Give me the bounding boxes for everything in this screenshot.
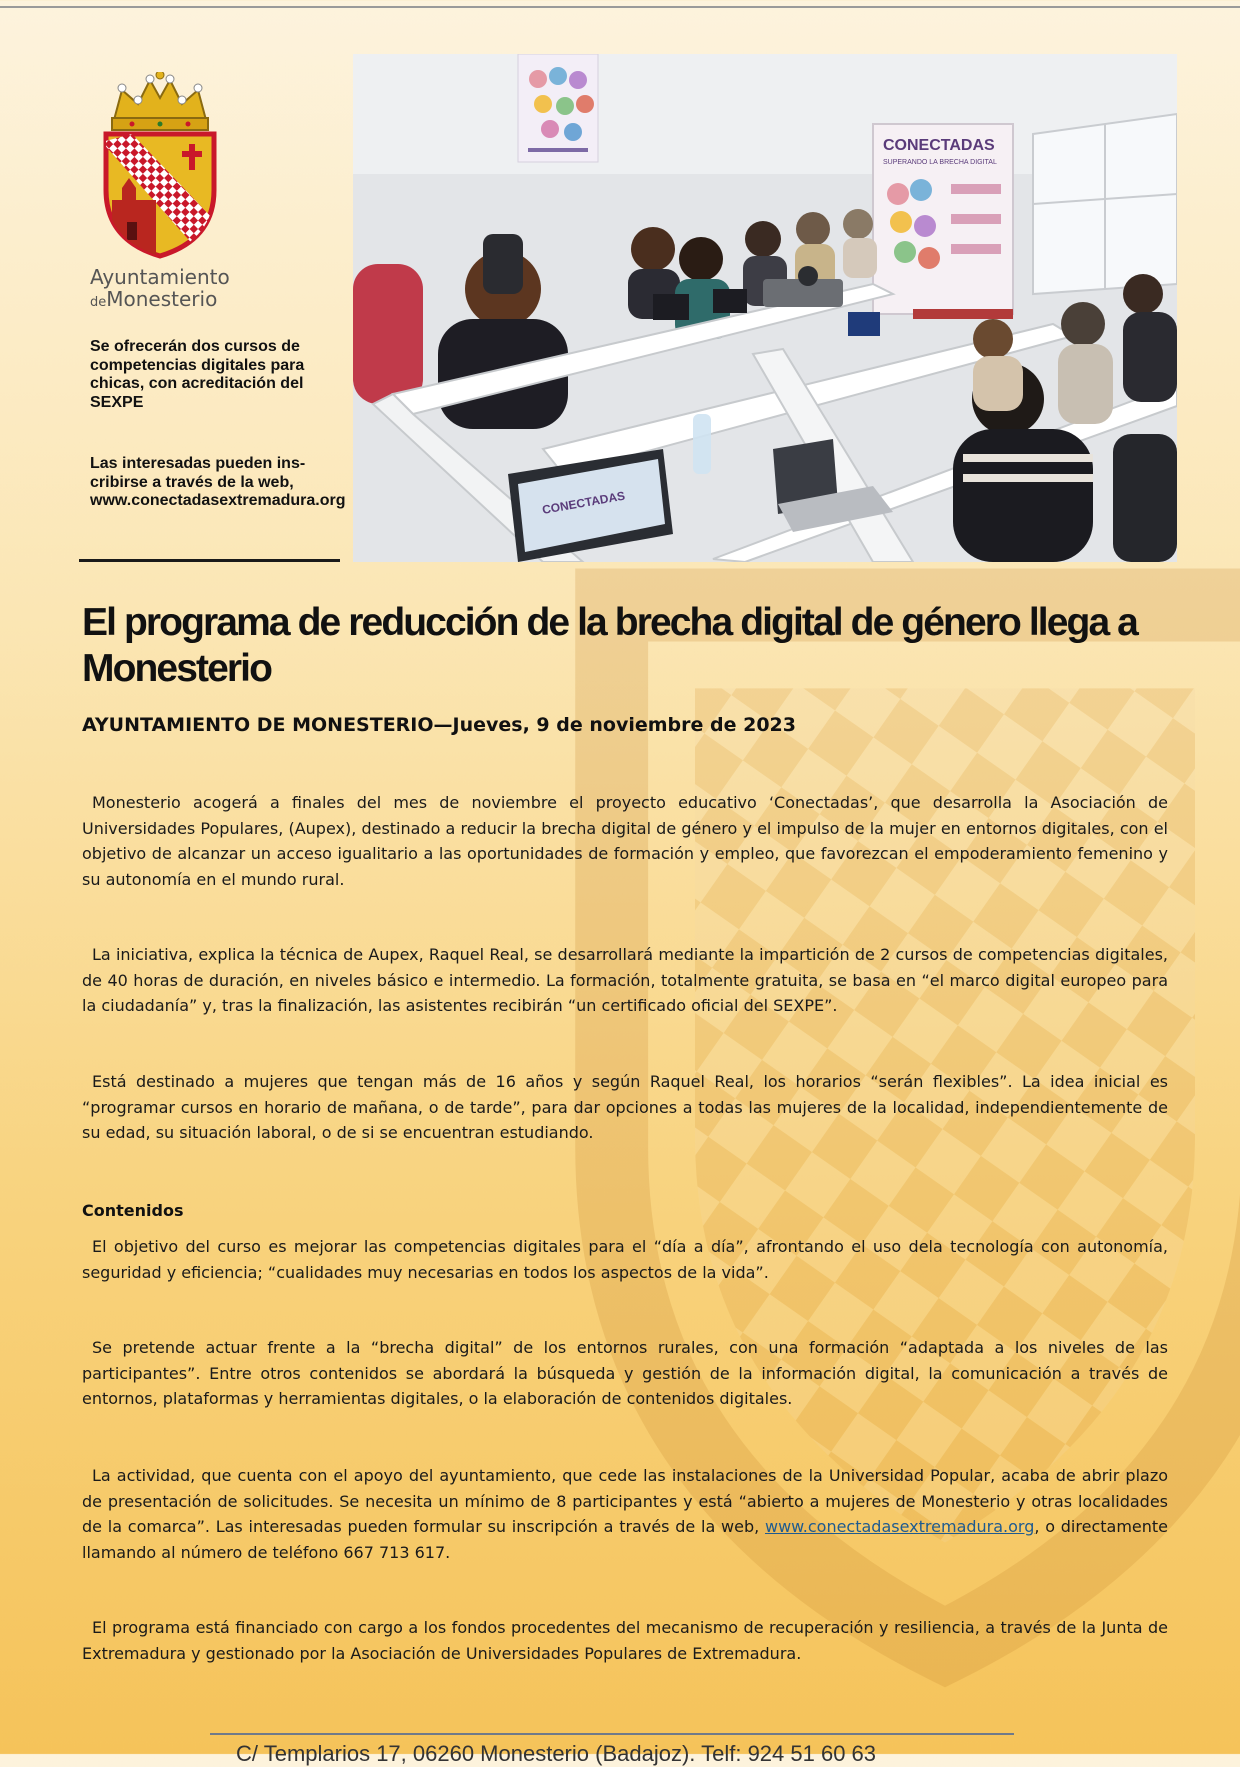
sidebar-note-registration: Las interesadas pueden ins-cribirse a través de la web, www.conectadasextremadura.org [90, 455, 346, 509]
logo-wordmark [90, 266, 235, 314]
paragraph-initiative: La iniciativa, explica la técnica de Aupex, Raquel Real, se desarrollará mediante la impartición de 2 cursos de competencias digitales, de 40 horas de duración, en niveles básico e intermedio. La formación, totalmente gratuita, se basa en “el marco digital europeo para la ciudadanía” y, tras la finalización, las asistentes recibirán “un certificado oficial del SEXPE”. [82, 945, 1168, 1015]
registration-phone-text: , o directamente llamando al número de teléfono 667 713 617. [82, 1517, 1169, 1562]
paragraph-objective: El objetivo del curso es mejorar las competencias digitales para el “día a día”, afrontando el uso dela tecnología con autonomía, seguridad y eficiencia; “cualidades muy necesarias en todos los aspectos de la vida”. [82, 1237, 1168, 1282]
paragraph-audience: Está destinado a mujeres que tengan más de 16 años y según Raquel Real, los horarios “serán flexibles”. La idea inicial es “programar cursos en horario de mañana, o de tarde”, para dar opciones a todas las mujeres de la localidad, independientemente de su edad, su situación laboral, o de si se encuentran estudiando. [82, 1072, 1168, 1142]
municipal-logo [85, 72, 235, 314]
top-border-line [0, 6, 1240, 8]
footer-address: C/ Templarios 17, 06260 Monesterio (Badajoz). Telf: 924 51 60 63 [236, 1741, 877, 1766]
logo-monesterio: Monesterio [106, 287, 218, 311]
coat-of-arms-icon [92, 72, 228, 262]
classroom-photo [353, 54, 1177, 562]
registration-text: La actividad, que cuenta con el apoyo del ayuntamiento, que cede las instalaciones de la Universidad Popular, acaba de abrir plazo de presentación de solicitudes. Se necesita un mínimo de 8 participantes y está “abierto a mujeres de Monesterio y otras localidades de la comarca”. Las interesadas pueden formular su inscripción a través de la web, [82, 1466, 1168, 1536]
paragraph-registration [82, 1463, 1168, 1565]
banner-subtitle: SUPERANDO LA BRECHA DIGITAL [883, 159, 997, 166]
paragraph-digital-gap: Se pretende actuar frente a la “brecha digital” de los entornos rurales, con una formación “adaptada a los niveles de las participantes”. Entre otros contenidos se abordará la búsqueda y gestión de la información digital, la comunicación a través de entornos, plataformas y herramientas digitales, o la elaboración de contenidos digitales. [82, 1338, 1168, 1408]
logo-line-ayuntamiento: Ayuntamiento [90, 265, 230, 289]
logo-de: de [90, 295, 107, 310]
laptop-screen-label: CONECTADAS [541, 488, 627, 517]
logo-line-monesterio [90, 288, 235, 314]
article-byline: AYUNTAMIENTO DE MONESTERIO—Jueves, 9 de noviembre de 2023 [82, 714, 796, 736]
banner-title: CONECTADAS [883, 137, 995, 154]
conectadas-website-link[interactable]: www.conectadasextremadura.org [764, 1517, 1035, 1536]
sidebar-note-courses: Se ofrecerán dos cursos de competencias digitales para chicas, con acreditación del SEXPE [90, 338, 305, 411]
section-heading-contenidos: Contenidos [82, 1201, 184, 1220]
paragraph-intro: Monesterio acogerá a finales del mes de noviembre el proyecto educativo ‘Conectadas’, que desarrolla la Asociación de Universidades Populares, (Aupex), destinado a reducir la brecha digital de género y el impulso de la mujer en entornos digitales, con el objetivo de alcanzar un acceso igualitario a las oportunidades de formación y empleo, que favorezcan el empoderamiento femenino y su autonomía en el mundo rural. [82, 793, 1168, 889]
footer-divider [210, 1733, 1014, 1735]
paragraph-funding: El programa está financiado con cargo a los fondos procedentes del mecanismo de recuperación y resiliencia, a través de la Junta de Extremadura y gestionado por la Asociación de Universidades Populares de Extremadura. [82, 1618, 1168, 1663]
article-headline: El programa de reducción de la brecha digital de género llega a Monesterio [82, 601, 1137, 690]
sidebar-divider [79, 559, 340, 562]
